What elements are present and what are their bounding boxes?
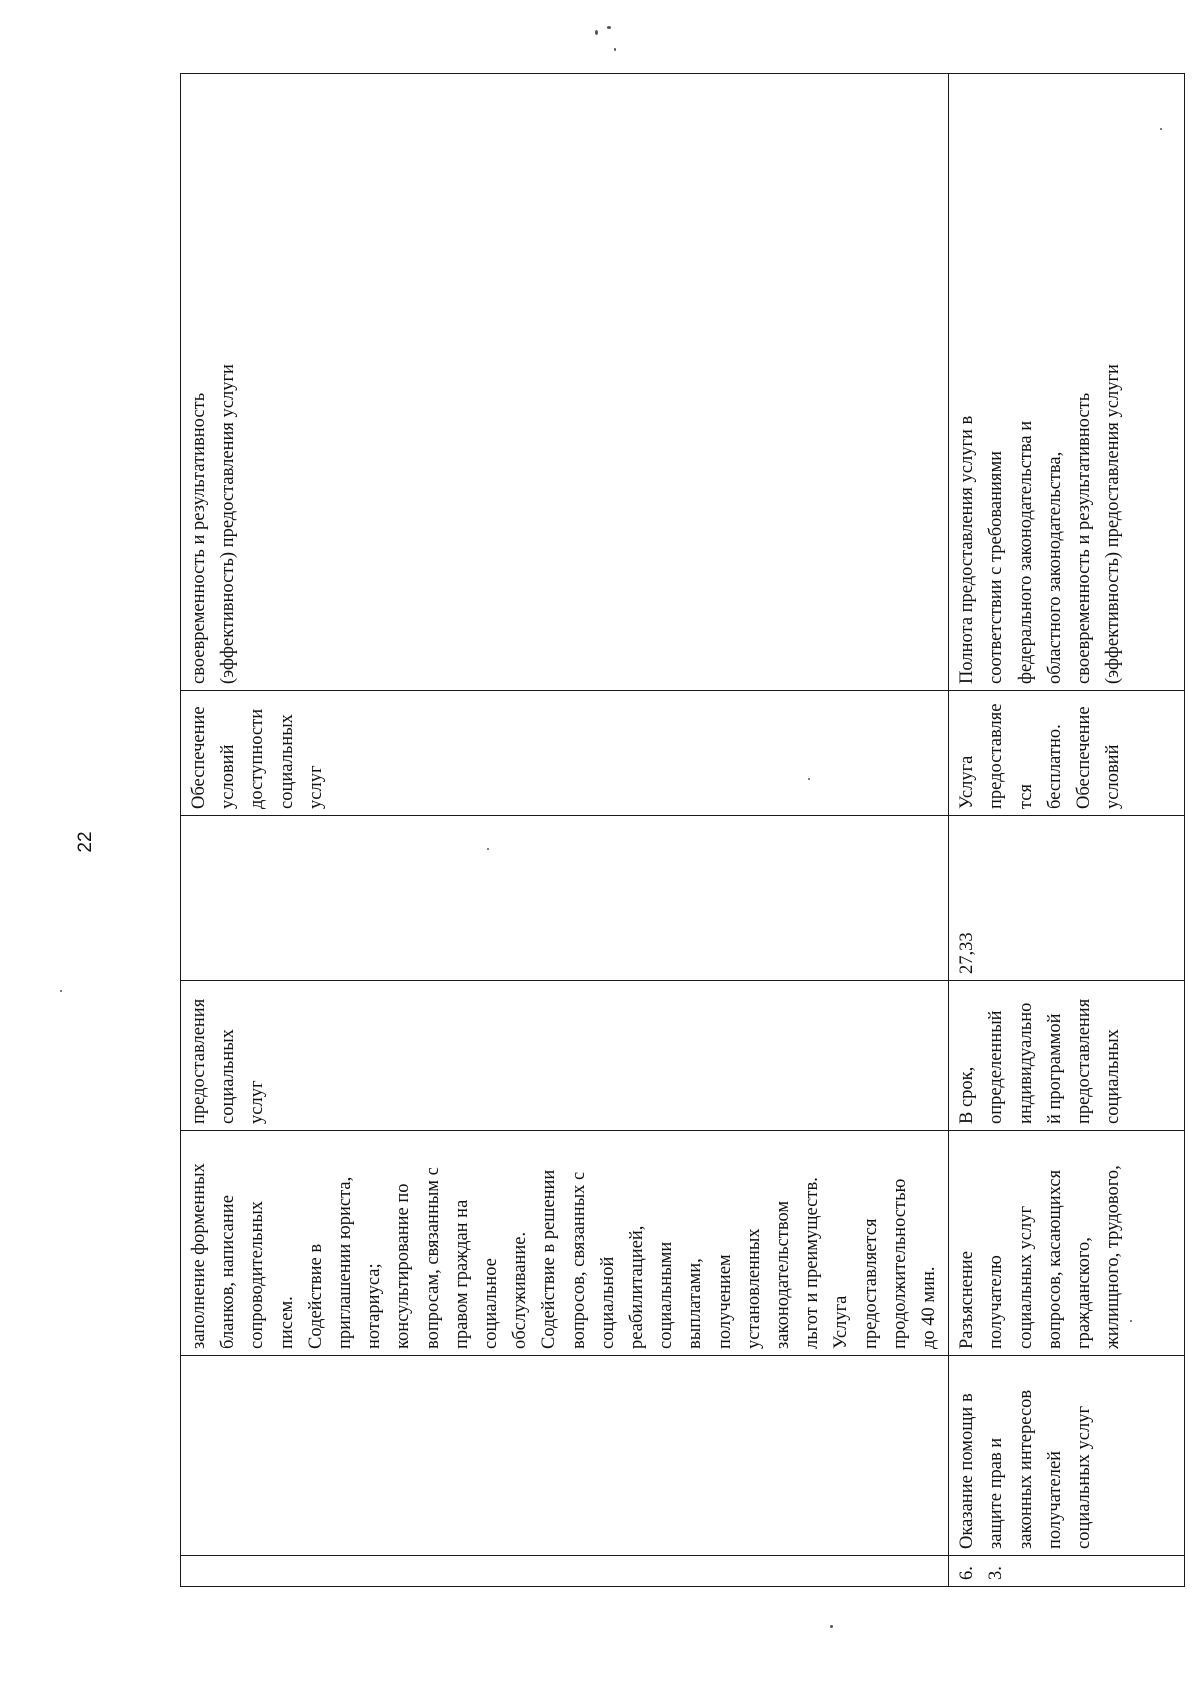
cell-number: 6.3.	[949, 1556, 1185, 1587]
cell-service-term: предоставления социальных услуг	[181, 981, 949, 1131]
services-table	[180, 73, 1185, 1587]
cell-service-quality: Полнота предоставления услуги в соответствии с требованиями федерального законодательства и областного законодательства, своевременность и результативность (эффективность) предоставления услуги	[949, 74, 1185, 691]
speck	[808, 778, 810, 780]
services-table-rotated	[180, 74, 1124, 1587]
speck	[1160, 128, 1162, 130]
speck	[607, 26, 611, 29]
cell-service-price	[181, 816, 949, 981]
speck	[487, 848, 489, 850]
cell-service-name: Оказание помощи в защите прав и законных интересов получателей социальных услуг	[949, 1356, 1185, 1556]
cell-service-conditions: Обеспечение условий доступности социальных услуг	[181, 691, 949, 816]
speck	[614, 48, 616, 51]
table-row	[949, 74, 1185, 1587]
cell-service-description: Разъяснение получателю социальных услуг вопросов, касающихся гражданского, жилищного, трудового,	[949, 1131, 1185, 1356]
cell-service-term: В срок, определенный индивидуально й программой предоставления социальных	[949, 981, 1185, 1131]
table-row	[181, 74, 949, 1587]
cell-service-price: 27,33	[949, 816, 1185, 981]
cell-service-description: заполнение форменных бланков, написание сопроводительных писем. Содействие в приглашении юриста, нотариуса; консультирование по вопросам, связанным с правом граждан на социальное обслуживание. Содействие в решении вопросов, связанных с социальной реабилитацией, социальными выплатами, получением установленных законодательством льгот и преимуществ. Услуга предоставляется продолжительностью до 40 мин.	[181, 1131, 949, 1356]
speck	[830, 1625, 833, 1628]
cell-number	[181, 1556, 949, 1587]
page-number: 22	[75, 831, 96, 853]
speck	[595, 30, 598, 35]
cell-service-quality: своевременность и результативность (эффективность) предоставления услуги	[181, 74, 949, 691]
speck	[1130, 1320, 1132, 1322]
speck	[60, 990, 62, 992]
cell-service-name	[181, 1356, 949, 1556]
cell-service-conditions: Услуга предоставляе тся бесплатно. Обеспечение условий	[949, 691, 1185, 816]
